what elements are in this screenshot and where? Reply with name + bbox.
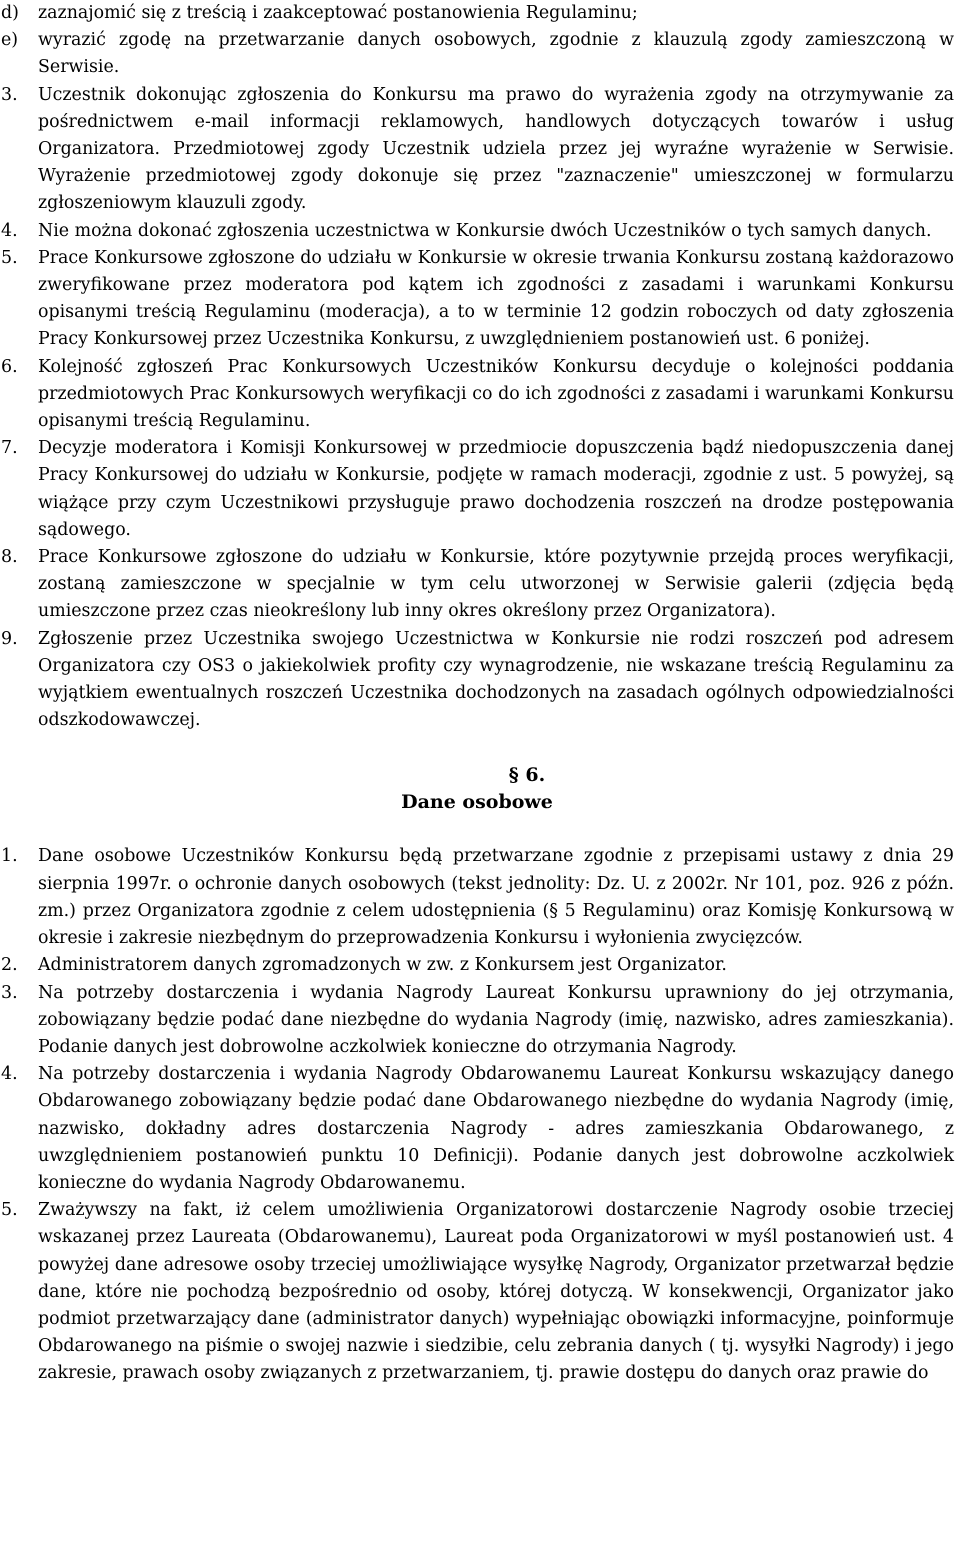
- consent-sublist: [0, 0, 954, 82]
- list-item: [0, 544, 954, 626]
- section-5-list: [0, 82, 954, 735]
- item-number: 5.: [1, 247, 18, 268]
- item-text: zaznajomić się z treścią i zaakceptować postanowienia Regulaminu;: [38, 3, 638, 23]
- item-text: Zgłoszenie przez Uczestnika swojego Uczestnictwa w Konkursie nie rodzi roszczeń pod adresem Organizatora czy OS3 o jakiekolwiek profity czy wynagrodzenie, nie wskazane treścią Regulaminu za wyjątkiem ewentualnych roszczeń Uczestnika dochodzonych na zasadach ogólnych odpowiedzialności odszkodowawczej.: [38, 628, 954, 731]
- item-number: 5.: [1, 1200, 18, 1221]
- item-text: Uczestnik dokonując zgłoszenia do Konkursu ma prawo do wyrażenia zgody na otrzymywanie za pośrednictwem e-mail informacji reklamowych, handlowych dotyczących towarów i usług Organizatora. Przedmiotowej zgody Uczestnik udziela przez jej wyraźne wyrażenie w Serwisie. Wyrażenie przedmiotowej zgody dokonuje się przez "zaznaczenie" umieszczonej w formularzu zgłoszeniowym klauzuli zgody.: [38, 84, 954, 214]
- item-number: 2.: [1, 955, 18, 976]
- item-marker: d): [1, 3, 19, 23]
- section-number-value: 6.: [525, 764, 546, 787]
- item-text: Na potrzeby dostarczenia i wydania Nagrody Obdarowanemu Laureat Konkursu wskazujący danego Obdarowanego zobowiązany będzie podać dane Obdarowanego niezbędne do wydania Nagrody (imię, nazwisko, dokładny adres dostarczenia Nagrody - adres zamieszkania Obdarowanego, z uwzględnieniem postanowień punktu 10 Definicji). Podanie danych jest dobrowolne aczkolwiek konieczne do wydania Nagrody Obdarowanemu.: [38, 1064, 954, 1193]
- list-item: [0, 218, 954, 245]
- item-number: 7.: [1, 438, 18, 459]
- item-text: wyrazić zgodę na przetwarzanie danych osobowych, zgodnie z klauzulą zgody zamieszczoną w Serwisie.: [38, 30, 954, 78]
- list-item: [0, 626, 954, 735]
- section-symbol: §: [508, 764, 519, 787]
- list-item: [0, 27, 954, 81]
- item-text: Administratorem danych zgromadzonych w zw. z Konkursem jest Organizator.: [38, 955, 727, 976]
- item-text: Prace Konkursowe zgłoszone do udziału w Konkursie, które pozytywnie przejdą proces weryfikacji, zostaną zamieszczone w specjalnie w tym celu utworzonej w Serwisie galerii (zdjęcia będą umieszczone przez czas nieokreślony lub inny okres określony przez Organizatora).: [38, 547, 954, 622]
- item-text: Decyzje moderatora i Komisji Konkursowej w przedmiocie dopuszczenia bądź niedopuszczenia danej Pracy Konkursowej do udziału w Konkursie, podjęte w ramach moderacji, zgodnie z ust. 5 powyżej, są wiążące przy czym Uczestnikowi przysługuje prawo dochodzenia roszczeń na drodze postępowania sądowego.: [38, 438, 954, 540]
- list-item: [0, 952, 954, 979]
- list-item: [0, 354, 954, 436]
- list-item: [0, 843, 954, 952]
- item-text: Zważywszy na fakt, iż celem umożliwienia Organizatorowi dostarczenie Nagrody osobie trzeciej wskazanej przez Laureata (Obdarowanemu), Laureat poda Organizatorowi w myśl postanowień ust. 4 powyżej dane adresowe osoby trzeciej umożliwiające wysyłkę Nagrody, Organizator przetwarzał będzie dane, które nie pochodzą bezpośrednio od osoby, której dotyczą. W konsekwencji, Organizator jako podmiot przetwarzający dane (administrator danych) wypełniając obowiązki informacyjne, poinformuje Obdarowanego na piśmie o swojej nazwie i siedzibie, celu zebrania danych ( tj. wysyłki Nagrody) i jego zakresie, prawach osoby związanych z przetwarzaniem, tj. prawie dostępu do danych oraz prawie do: [38, 1200, 954, 1384]
- section-title: Dane osobowe: [401, 791, 553, 814]
- item-number: 4.: [1, 1064, 18, 1085]
- item-text: Kolejność zgłoszeń Prac Konkursowych Uczestników Konkursu decyduje o kolejności poddania przedmiotowych Prac Konkursowych weryfikacji co do ich zgodności z zasadami i warunkami Konkursu opisanymi treścią Regulaminu.: [38, 356, 954, 432]
- list-item: [0, 0, 954, 27]
- item-text: Nie można dokonać zgłoszenia uczestnictwa w Konkursie dwóch Uczestników o tych samych danych.: [38, 220, 932, 241]
- item-number: 9.: [1, 628, 18, 649]
- item-text: Prace Konkursowe zgłoszone do udziału w Konkursie w okresie trwania Konkursu zostaną każdorazowo zweryfikowane przez moderatora pod kątem ich zgodności z zasadami i warunkami Konkursu opisanymi treścią Regulaminu (moderacja), a to w terminie 12 godzin roboczych od daty zgłoszenia Pracy Konkursowej przez Uczestnika Konkursu, z uwzględnieniem postanowień ust. 6 poniżej.: [38, 247, 954, 350]
- list-item: [0, 980, 954, 1062]
- item-number: 3.: [1, 84, 18, 105]
- list-item: [0, 1197, 954, 1387]
- personal-data-list: [0, 843, 954, 1387]
- list-item: [0, 245, 954, 354]
- list-item: [0, 1061, 954, 1197]
- item-number: 3.: [1, 982, 18, 1003]
- list-item: [0, 435, 954, 544]
- item-number: 6.: [1, 356, 18, 377]
- item-number: 1.: [1, 846, 18, 867]
- item-marker: e): [1, 30, 19, 51]
- item-text: Dane osobowe Uczestników Konkursu będą przetwarzane zgodnie z przepisami ustawy z dnia 29 sierpnia 1997r. o ochronie danych osobowych (tekst jednolity: Dz. U. z 2002r. Nr 101, poz. 926 z późn. zm.) przez Organizatora zgodnie z celem udostępnienia (§ 5 Regulaminu) oraz Komisję Konkursową w okresie i zakresie niezbędnym do przeprowadzenia Konkursu i wyłonienia zwycięzców.: [38, 846, 954, 949]
- item-number: 8.: [1, 547, 18, 568]
- list-item: [0, 82, 954, 218]
- item-number: 4.: [1, 220, 18, 241]
- section-heading: [0, 762, 954, 816]
- section-number: [0, 762, 954, 789]
- item-text: Na potrzeby dostarczenia i wydania Nagrody Laureat Konkursu uprawniony do jej otrzymania, zobowiązany będzie podać dane niezbędne do wydania Nagrody (imię, nazwisko, adres zamieszkania). Podanie danych jest dobrowolne aczkolwiek konieczne do otrzymania Nagrody.: [38, 982, 954, 1057]
